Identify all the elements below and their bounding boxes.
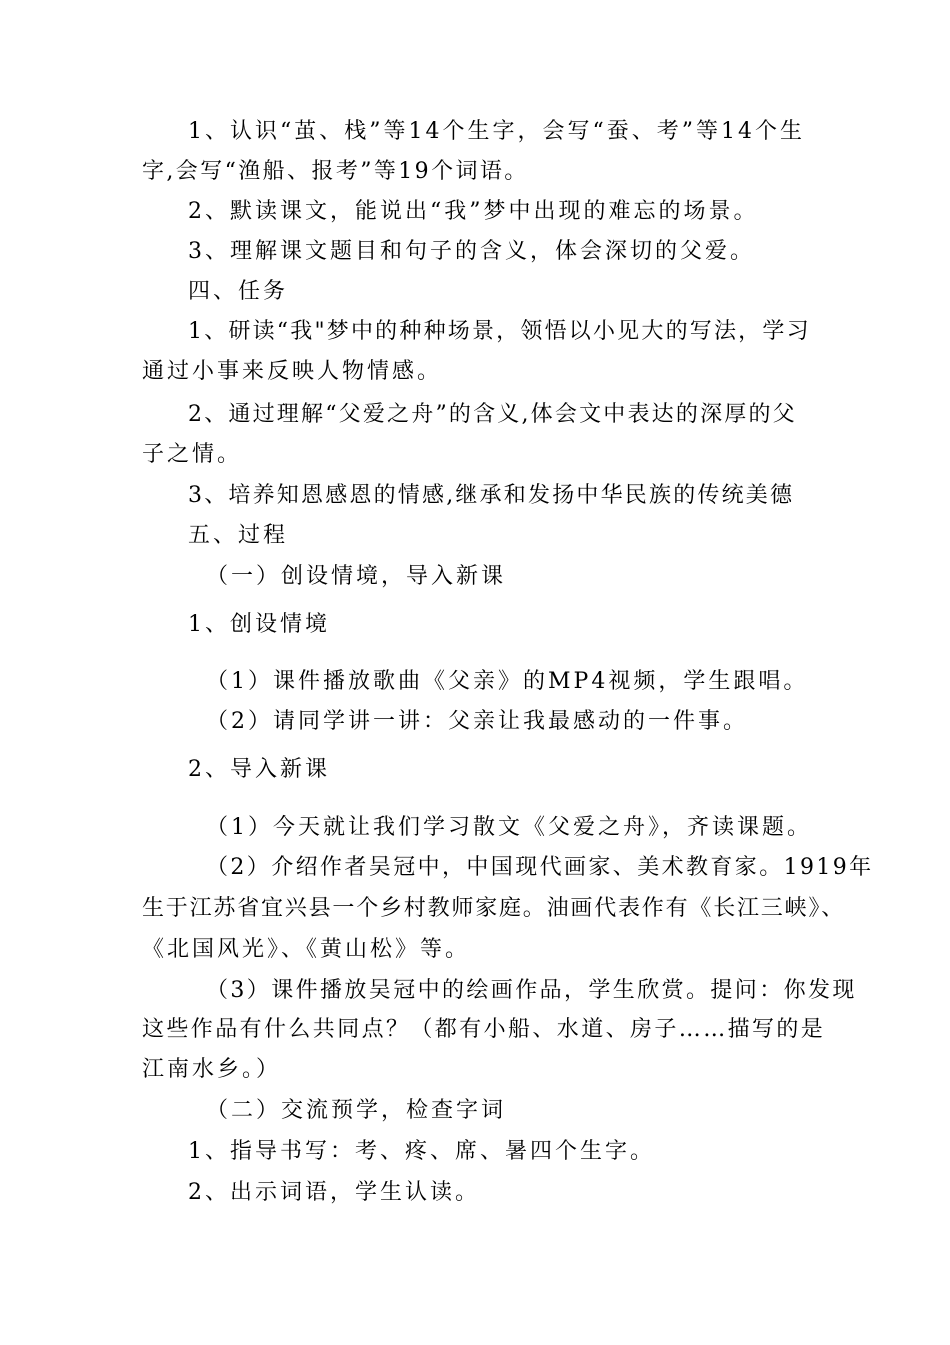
process-step-2-sub-3-line-1: （3）课件播放吴冠中的绘画作品，学生欣赏。提问：你发现 <box>206 978 857 1003</box>
process-step-2-sub-2-line-2: 生于江苏省宜兴县一个乡村教师家庭。油画代表作有《长江三峡》、 <box>142 896 846 921</box>
process-step-1-heading: 1、创设情境 <box>188 612 330 637</box>
process-step-2-sub-3-line-2: 这些作品有什么共同点？（都有小船、水道、房子……描写的是 <box>142 1017 826 1042</box>
task-2-line-2: 子之情。 <box>142 442 243 467</box>
process-step-2-sub-2-line-1: （2）介绍作者吴冠中，中国现代画家、美术教育家。1919年 <box>206 855 874 880</box>
section-heading-process: 五、过程 <box>188 523 289 548</box>
process-part-2-item-1: 1、指导书写：考、疼、席、暑四个生字。 <box>188 1139 655 1164</box>
process-step-2-heading: 2、导入新课 <box>188 757 330 782</box>
task-1-line-2: 通过小事来反映人物情感。 <box>142 359 443 384</box>
process-step-1-sub-1: （1）课件播放歌曲《父亲》的MP4视频，学生跟唱。 <box>206 669 809 694</box>
process-part-1-heading: （一）创设情境，导入新课 <box>206 564 507 589</box>
objective-3: 3、理解课文题目和句子的含义，体会深切的父爱。 <box>188 239 755 264</box>
task-2-line-1: 2、通过理解“父爱之舟”的含义,体会文中表达的深厚的父 <box>188 402 797 427</box>
process-part-2-item-2: 2、出示词语，学生认读。 <box>188 1180 480 1205</box>
process-step-1-sub-2: （2）请同学讲一讲：父亲让我最感动的一件事。 <box>206 709 748 734</box>
objective-1-line-2: 字,会写“渔船、报考”等19个词语。 <box>142 159 529 184</box>
objective-1-line-1: 1、认识“茧、栈”等14个生字，会写“蚕、考”等14个生 <box>188 119 805 144</box>
process-step-2-sub-3-line-3: 江南水乡。） <box>142 1057 282 1082</box>
process-step-2-sub-1: （1）今天就让我们学习散文《父爱之舟》，齐读课题。 <box>206 815 812 840</box>
process-part-2-heading: （二）交流预学，检查字词 <box>206 1098 507 1123</box>
process-step-2-sub-2-line-3: 《北国风光》、《黄山松》等。 <box>142 937 471 962</box>
section-heading-tasks: 四、任务 <box>188 279 289 304</box>
objective-2: 2、默读课文，能说出“我”梦中出现的难忘的场景。 <box>188 199 759 224</box>
task-1-line-1: 1、研读“我"梦中的种种场景，领悟以小见大的写法，学习 <box>188 319 811 344</box>
task-3: 3、培养知恩感恩的情感,继承和发扬中华民族的传统美德 <box>188 483 795 508</box>
